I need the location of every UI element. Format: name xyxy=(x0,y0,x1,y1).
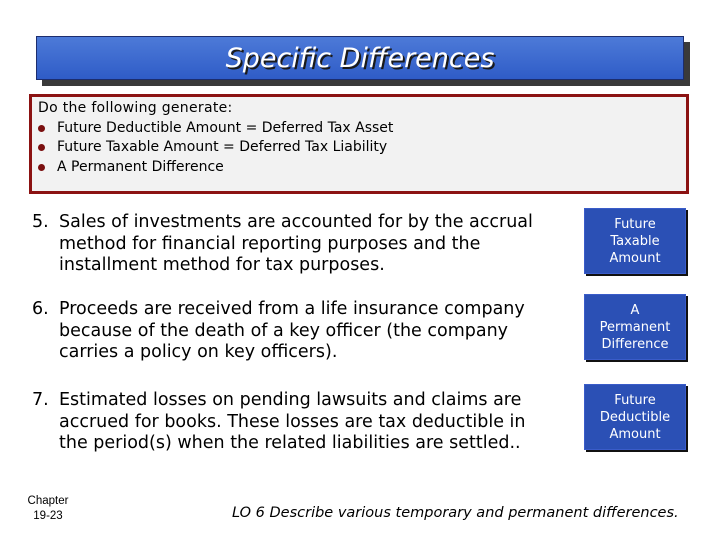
instruction-bullet-text: A Permanent Difference xyxy=(57,158,224,175)
question-item-6 xyxy=(32,299,572,364)
question-text-line: accrued for books. These losses are tax deductible in xyxy=(59,411,526,432)
title-bar xyxy=(36,36,684,80)
answer-line: Amount xyxy=(609,426,661,442)
answer-line: Future xyxy=(614,392,656,408)
question-number: 5. xyxy=(32,212,49,232)
chapter-label xyxy=(16,494,80,524)
bullet-icon xyxy=(38,125,45,132)
instructions-heading: Do the following generate: xyxy=(38,100,233,116)
answer-line: Difference xyxy=(601,336,669,352)
question-text-line: method for financial reporting purposes and the xyxy=(59,233,481,254)
learning-objective: LO 6 Describe various temporary and permanent differences. xyxy=(232,505,679,521)
question-text-line: Proceeds are received from a life insurance company xyxy=(59,299,525,319)
bullet-icon xyxy=(38,164,45,171)
chapter-page-number: 19-23 xyxy=(33,510,63,522)
answer-line: Permanent xyxy=(599,319,671,335)
answer-line: Deductible xyxy=(599,409,671,425)
answer-box-7 xyxy=(584,384,686,450)
question-text-line: Estimated losses on pending lawsuits and claims are xyxy=(59,390,522,410)
instruction-bullet xyxy=(38,158,680,178)
question-number: 7. xyxy=(32,390,49,410)
question-text-line: Sales of investments are accounted for by the accrual xyxy=(59,212,533,232)
question-item-7 xyxy=(32,390,572,455)
question-text-line: because of the death of a key officer (the company xyxy=(59,320,509,341)
question-item-5 xyxy=(32,212,572,277)
bullet-icon xyxy=(38,144,45,151)
answer-box-6 xyxy=(584,294,686,360)
answer-line: Amount xyxy=(609,250,661,266)
question-text-line: installment method for tax purposes. xyxy=(59,255,385,275)
instructions-box xyxy=(29,94,689,194)
answer-line: Future xyxy=(614,216,656,232)
question-text-line: carries a policy on key officers). xyxy=(59,342,338,362)
instruction-bullet-text: Future Deductible Amount = Deferred Tax Asset xyxy=(57,119,394,136)
answer-box-5 xyxy=(584,208,686,274)
page-title: Specific Differences xyxy=(225,42,495,74)
instruction-bullet-text: Future Taxable Amount = Deferred Tax Liability xyxy=(57,139,388,155)
answer-line: Taxable xyxy=(610,233,660,249)
question-text-line: the period(s) when the related liabilities are settled.. xyxy=(59,433,521,453)
instruction-bullet xyxy=(38,119,680,139)
answer-line: A xyxy=(630,302,640,318)
instruction-bullet xyxy=(38,138,680,158)
question-number: 6. xyxy=(32,299,49,319)
chapter-title: Chapter xyxy=(27,495,69,507)
